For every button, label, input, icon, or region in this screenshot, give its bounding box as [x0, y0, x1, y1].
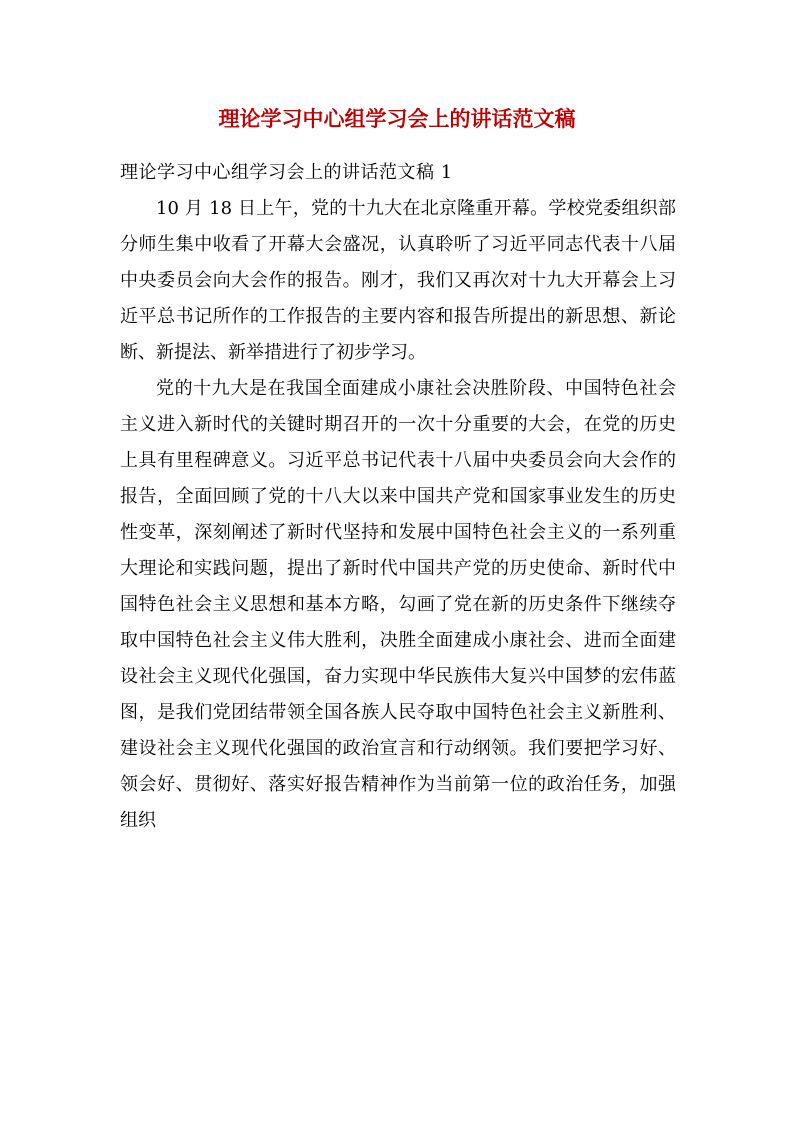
document-title: 理论学习中心组学习会上的讲话范文稿	[218, 106, 576, 131]
paragraph-2: 党的十九大是在我国全面建成小康社会决胜阶段、中国特色社会主义进入新时代的关键时期召开的一次十分重要的大会，在党的历史上具有里程碑意义。习近平总书记代表十八届中央委员会向大会作的报告，全面回顾了党的十八大以来中国共产党和国家事业发生的历史性变革，深刻阐述了新时代坚持和发展中国特色社会主义的一系列重大理论和实践问题，提出了新时代中国共产党的历史使命、新时代中国特色社会主义思想和基本方略，勾画了党在新的历史条件下继续夺取中国特色社会主义伟大胜利，决胜全面建成小康社会、进而全面建设社会主义现代化强国，奋力实现中华民族伟大复兴中国梦的宏伟蓝图，是我们党团结带领全国各族人民夺取中国特色社会主义新胜利、建设社会主义现代化强国的政治宣言和行动纲领。我们要把学习好、领会好、贯彻好、落实好报告精神作为当前第一位的政治任务，加强组织	[120, 378, 676, 831]
document-body	[120, 155, 676, 839]
paragraph-1: 10 月 18 日上午，党的十九大在北京隆重开幕。学校党委组织部分师生集中收看了开幕大会盛况，认真聆听了习近平同志代表十八届中央委员会向大会作的报告。刚才，我们又再次对十九大开幕会上习近平总书记所作的工作报告的主要内容和报告所提出的新思想、新论断、新提法、新举措进行了初步学习。	[120, 198, 676, 363]
section-heading: 理论学习中心组学习会上的讲话范文稿 1	[120, 162, 453, 183]
